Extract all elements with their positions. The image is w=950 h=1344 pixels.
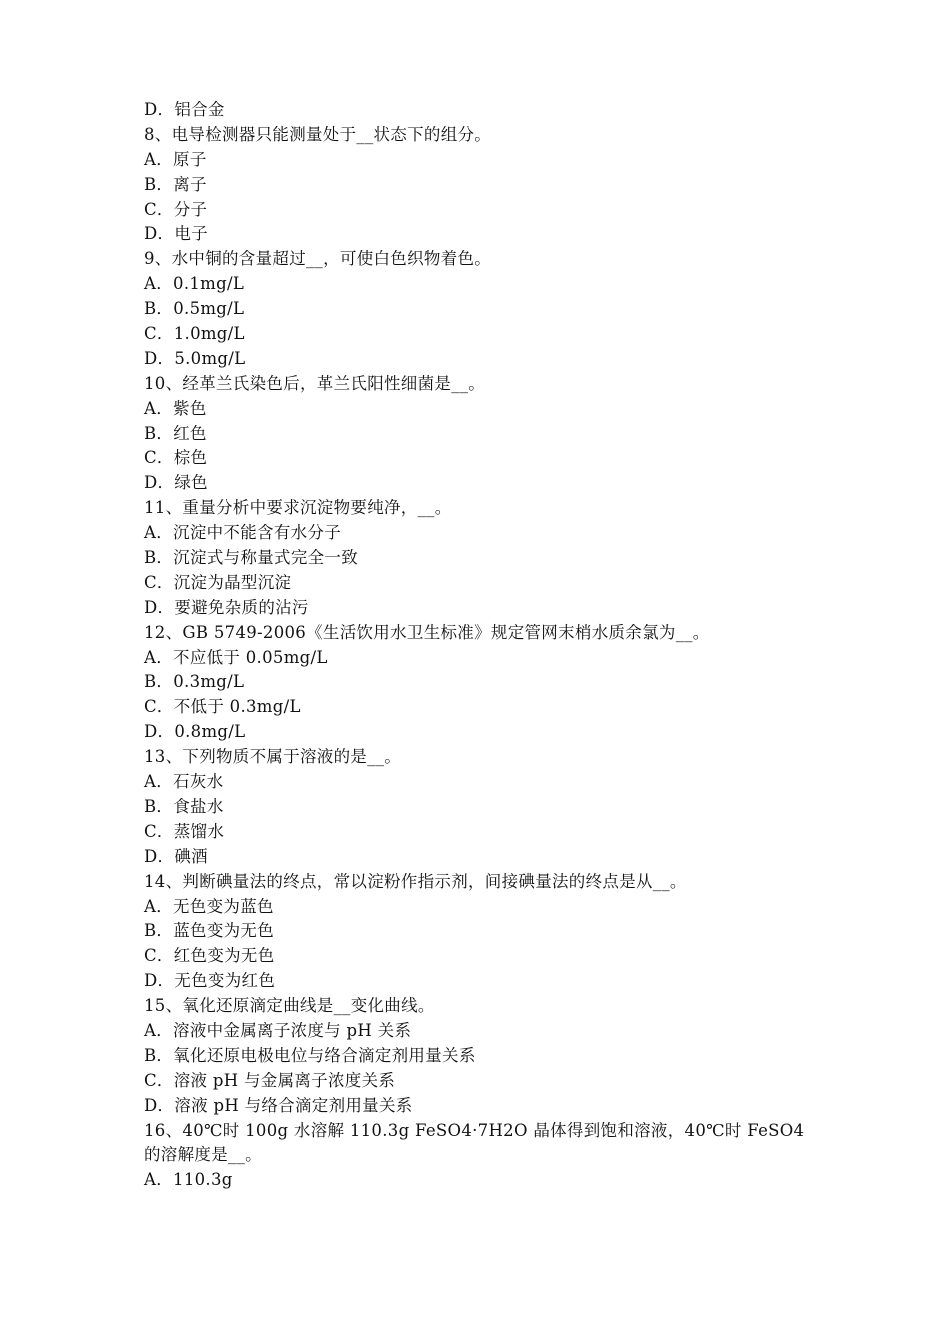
option-line: A．沉淀中不能含有水分子 [144, 523, 342, 543]
option-line: D．5.0mg/L [144, 348, 246, 368]
option-line: A．溶液中金属离子浓度与 pH 关系 [144, 1020, 412, 1040]
option-line: B．离子 [144, 174, 207, 194]
option-line: D．碘酒 [144, 846, 208, 866]
question-line: 8、电导检测器只能测量处于__状态下的组分。 [144, 124, 492, 144]
option-line: B．沉淀式与称量式完全一致 [144, 548, 359, 568]
option-line: D．无色变为红色 [144, 971, 276, 991]
option-line: D．铝合金 [144, 100, 225, 119]
question-line: 12、GB 5749-2006《生活饮用水卫生标准》规定管网末梢水质余氯为__。 [144, 622, 710, 642]
option-line: B．食盐水 [144, 796, 224, 816]
option-line: D．要避免杂质的沾污 [144, 597, 309, 617]
option-line: C．分子 [144, 199, 208, 219]
option-line: C．蒸馏水 [144, 821, 225, 841]
question-line: 13、下列物质不属于溶液的是__。 [144, 747, 402, 767]
question-line: 10、经革兰氏染色后，革兰氏阳性细菌是__。 [144, 373, 486, 393]
document-body [144, 98, 814, 1193]
question-line: 14、判断碘量法的终点，常以淀粉作指示剂，间接碘量法的终点是从__。 [144, 871, 687, 891]
option-line: B．0.5mg/L [144, 299, 245, 319]
option-line: A．无色变为蓝色 [144, 896, 274, 916]
option-line: C．1.0mg/L [144, 324, 245, 344]
option-line: B．氧化还原电极电位与络合滴定剂用量关系 [144, 1045, 476, 1065]
option-line: A．石灰水 [144, 772, 224, 792]
option-line: A．原子 [144, 149, 207, 169]
question-line: 11、重量分析中要求沉淀物要纯净，__。 [144, 498, 452, 518]
question-line: 16、40℃时 100g 水溶解 110.3g FeSO4·7H2O 晶体得到饱和溶液，40℃时 FeSO4 [144, 1120, 805, 1140]
option-line: C．不低于 0.3mg/L [144, 697, 301, 717]
option-line: D．溶液 pH 与络合滴定剂用量关系 [144, 1095, 413, 1115]
question-line: 15、氧化还原滴定曲线是__变化曲线。 [144, 996, 435, 1016]
option-line: D．绿色 [144, 473, 208, 493]
option-line: B．蓝色变为无色 [144, 921, 275, 941]
option-line: A．110.3g [144, 1170, 233, 1190]
option-line: B．红色 [144, 423, 207, 443]
option-line: C．红色变为无色 [144, 946, 275, 966]
option-line: A．不应低于 0.05mg/L [144, 647, 328, 667]
option-line: A．紫色 [144, 398, 207, 418]
option-line: D．电子 [144, 224, 208, 244]
option-line: C．沉淀为晶型沉淀 [144, 572, 292, 592]
option-line: C．棕色 [144, 448, 208, 468]
option-line: A．0.1mg/L [144, 274, 245, 294]
option-line: C．溶液 pH 与金属离子浓度关系 [144, 1070, 396, 1090]
option-line: D．0.8mg/L [144, 722, 246, 742]
question-line-continued: 的溶解度是__。 [144, 1145, 262, 1165]
question-line: 9、水中铜的含量超过__，可使白色织物着色。 [144, 249, 492, 269]
option-line: B．0.3mg/L [144, 672, 245, 692]
